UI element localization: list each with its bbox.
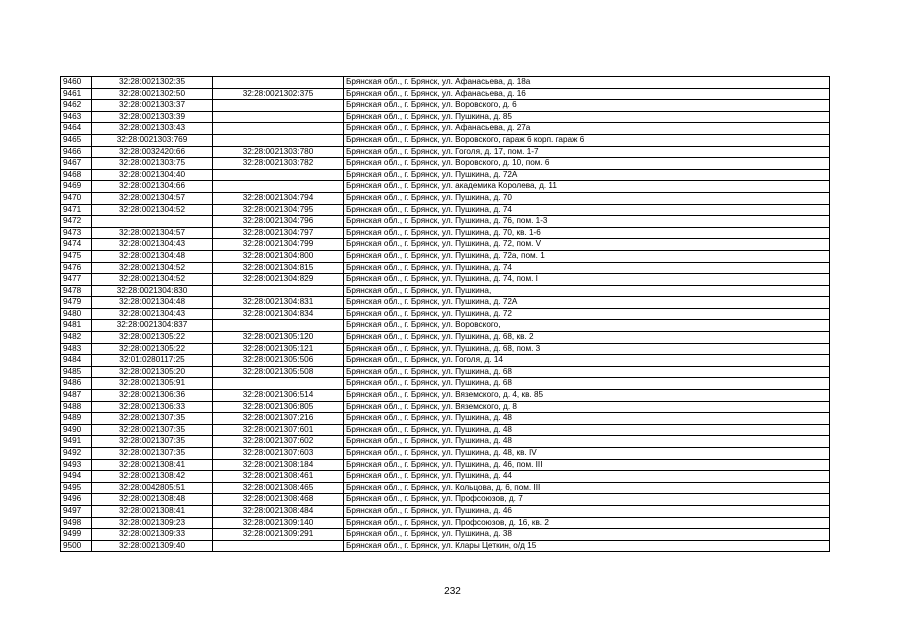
table-row [61, 471, 830, 483]
table-row [61, 239, 830, 251]
building-cadastral-cell [213, 169, 344, 181]
row-number-cell: 9492 [61, 448, 92, 460]
building-cadastral-cell: 32:28:0021305:506 [213, 355, 344, 367]
row-number-cell: 9468 [61, 169, 92, 181]
row-number-cell: 9484 [61, 355, 92, 367]
row-number-cell: 9495 [61, 482, 92, 494]
address-cell: Брянская обл., г. Брянск, ул. Воровского, гараж 6 корп. гараж 6 [344, 134, 830, 146]
building-cadastral-cell [213, 77, 344, 89]
row-number-cell: 9491 [61, 436, 92, 448]
address-cell: Брянская обл., г. Брянск, ул. академика Королева, д. 11 [344, 181, 830, 193]
address-cell: Брянская обл., г. Брянск, ул. Пушкина, д. 44 [344, 471, 830, 483]
building-cadastral-cell: 32:28:0021304:800 [213, 250, 344, 262]
table-row [61, 297, 830, 309]
row-number-cell: 9479 [61, 297, 92, 309]
row-number-cell: 9494 [61, 471, 92, 483]
building-cadastral-cell: 32:28:0021303:780 [213, 146, 344, 158]
row-number-cell: 9476 [61, 262, 92, 274]
table-row [61, 343, 830, 355]
address-cell: Брянская обл., г. Брянск, ул. Пушкина, д. 68, пом. 3 [344, 343, 830, 355]
row-number-cell: 9473 [61, 227, 92, 239]
building-cadastral-cell [213, 100, 344, 112]
address-cell: Брянская обл., г. Брянск, ул. Пушкина, д. 72А [344, 297, 830, 309]
land-cadastral-cell: 32:28:0021304:66 [92, 181, 213, 193]
table-row [61, 192, 830, 204]
land-cadastral-cell: 32:28:0021307:35 [92, 424, 213, 436]
table-row [61, 436, 830, 448]
table-row [61, 169, 830, 181]
land-cadastral-cell: 32:28:0021305:22 [92, 343, 213, 355]
land-cadastral-cell: 32:28:0021304:48 [92, 297, 213, 309]
table-row [61, 204, 830, 216]
table-row [61, 308, 830, 320]
building-cadastral-cell: 32:28:0021303:782 [213, 158, 344, 170]
building-cadastral-cell: 32:28:0021304:831 [213, 297, 344, 309]
row-number-cell: 9475 [61, 250, 92, 262]
row-number-cell: 9466 [61, 146, 92, 158]
row-number-cell: 9477 [61, 274, 92, 286]
table-row [61, 401, 830, 413]
row-number-cell: 9500 [61, 540, 92, 552]
row-number-cell: 9461 [61, 88, 92, 100]
address-cell: Брянская обл., г. Брянск, ул. Гоголя, д. 17, пом. 1-7 [344, 146, 830, 158]
table-row [61, 517, 830, 529]
land-cadastral-cell: 32:28:0021303:769 [92, 134, 213, 146]
land-cadastral-cell: 32:28:0021308:41 [92, 505, 213, 517]
address-cell: Брянская обл., г. Брянск, ул. Вяземского, д. 4, кв. 85 [344, 390, 830, 402]
land-cadastral-cell: 32:28:0021309:23 [92, 517, 213, 529]
land-cadastral-cell: 32:01:0280117:25 [92, 355, 213, 367]
address-cell: Брянская обл., г. Брянск, ул. Пушкина, д. 48 [344, 436, 830, 448]
table-row [61, 424, 830, 436]
table-row [61, 494, 830, 506]
building-cadastral-cell: 32:28:0021306:805 [213, 401, 344, 413]
building-cadastral-cell: 32:28:0021304:829 [213, 274, 344, 286]
table-row [61, 274, 830, 286]
row-number-cell: 9471 [61, 204, 92, 216]
row-number-cell: 9462 [61, 100, 92, 112]
address-cell: Брянская обл., г. Брянск, ул. Воровского, [344, 320, 830, 332]
address-cell: Брянская обл., г. Брянск, ул. Афанасьева, д. 27а [344, 123, 830, 135]
table-row [61, 366, 830, 378]
address-cell: Брянская обл., г. Брянск, ул. Пушкина, д. 38 [344, 529, 830, 541]
building-cadastral-cell [213, 320, 344, 332]
land-cadastral-cell: 32:28:0021305:91 [92, 378, 213, 390]
row-number-cell: 9472 [61, 216, 92, 228]
address-cell: Брянская обл., г. Брянск, ул. Пушкина, д. 72 [344, 308, 830, 320]
address-cell: Брянская обл., г. Брянск, ул. Пушкина, д. 48 [344, 424, 830, 436]
table-row [61, 320, 830, 332]
address-cell: Брянская обл., г. Брянск, ул. Пушкина, д. 46 [344, 505, 830, 517]
building-cadastral-cell: 32:28:0021308:484 [213, 505, 344, 517]
address-cell: Брянская обл., г. Брянск, ул. Кольцова, д. 6, пом. III [344, 482, 830, 494]
table-row [61, 540, 830, 552]
table-row [61, 250, 830, 262]
table-row [61, 448, 830, 460]
land-cadastral-cell: 32:28:0021304:48 [92, 250, 213, 262]
land-cadastral-cell: 32:28:0021308:48 [92, 494, 213, 506]
address-cell: Брянская обл., г. Брянск, ул. Пушкина, д. 85 [344, 111, 830, 123]
row-number-cell: 9499 [61, 529, 92, 541]
building-cadastral-cell: 32:28:0021304:834 [213, 308, 344, 320]
building-cadastral-cell: 32:28:0021304:795 [213, 204, 344, 216]
row-number-cell: 9483 [61, 343, 92, 355]
land-cadastral-cell: 32:28:0021304:52 [92, 204, 213, 216]
page-number: 232 [444, 586, 461, 597]
table-row [61, 123, 830, 135]
row-number-cell: 9465 [61, 134, 92, 146]
building-cadastral-cell: 32:28:0021308:465 [213, 482, 344, 494]
row-number-cell: 9469 [61, 181, 92, 193]
table-row [61, 378, 830, 390]
land-cadastral-cell: 32:28:0021304:57 [92, 227, 213, 239]
land-cadastral-cell: 32:28:0042805:51 [92, 482, 213, 494]
address-cell: Брянская обл., г. Брянск, ул. Воровского, д. 6 [344, 100, 830, 112]
building-cadastral-cell: 32:28:0021308:461 [213, 471, 344, 483]
address-cell: Брянская обл., г. Брянск, ул. Пушкина, д. 76, пом. 1-3 [344, 216, 830, 228]
land-cadastral-cell: 32:28:0021308:41 [92, 459, 213, 471]
land-cadastral-cell: 32:28:0021302:50 [92, 88, 213, 100]
address-cell: Брянская обл., г. Брянск, ул. Пушкина, д. 72А [344, 169, 830, 181]
address-cell: Брянская обл., г. Брянск, ул. Пушкина, д. 74 [344, 204, 830, 216]
table-row [61, 505, 830, 517]
table-row [61, 181, 830, 193]
building-cadastral-cell: 32:28:0021304:796 [213, 216, 344, 228]
table-row [61, 88, 830, 100]
row-number-cell: 9485 [61, 366, 92, 378]
address-cell: Брянская обл., г. Брянск, ул. Пушкина, д. 46, пом. III [344, 459, 830, 471]
building-cadastral-cell: 32:28:0021305:120 [213, 332, 344, 344]
building-cadastral-cell: 32:28:0021307:601 [213, 424, 344, 436]
land-cadastral-cell: 32:28:0021306:33 [92, 401, 213, 413]
land-cadastral-cell: 32:28:0021304:40 [92, 169, 213, 181]
row-number-cell: 9496 [61, 494, 92, 506]
address-cell: Брянская обл., г. Брянск, ул. Пушкина, д. 48 [344, 413, 830, 425]
building-cadastral-cell [213, 134, 344, 146]
row-number-cell: 9463 [61, 111, 92, 123]
address-cell: Брянская обл., г. Брянск, ул. Пушкина, д. 74, пом. I [344, 274, 830, 286]
address-cell: Брянская обл., г. Брянск, ул. Пушкина, [344, 285, 830, 297]
land-cadastral-cell: 32:28:0021303:43 [92, 123, 213, 135]
address-cell: Брянская обл., г. Брянск, ул. Профсоюзов, д. 16, кв. 2 [344, 517, 830, 529]
address-cell: Брянская обл., г. Брянск, ул. Пушкина, д. 74 [344, 262, 830, 274]
row-number-cell: 9478 [61, 285, 92, 297]
land-cadastral-cell: 32:28:0021303:39 [92, 111, 213, 123]
table-row [61, 146, 830, 158]
address-cell: Брянская обл., г. Брянск, ул. Пушкина, д. 48, кв. IV [344, 448, 830, 460]
land-cadastral-cell: 32:28:0021303:37 [92, 100, 213, 112]
table-row [61, 482, 830, 494]
building-cadastral-cell: 32:28:0021304:799 [213, 239, 344, 251]
building-cadastral-cell [213, 540, 344, 552]
building-cadastral-cell: 32:28:0021309:140 [213, 517, 344, 529]
land-cadastral-cell: 32:28:0021307:35 [92, 436, 213, 448]
land-cadastral-cell: 32:28:0021308:42 [92, 471, 213, 483]
address-cell: Брянская обл., г. Брянск, ул. Вяземского, д. 8 [344, 401, 830, 413]
building-cadastral-cell [213, 123, 344, 135]
building-cadastral-cell: 32:28:0021307:603 [213, 448, 344, 460]
table-row [61, 413, 830, 425]
land-cadastral-cell: 32:28:0021305:22 [92, 332, 213, 344]
address-cell: Брянская обл., г. Брянск, ул. Пушкина, д. 70, кв. 1-6 [344, 227, 830, 239]
table-row [61, 111, 830, 123]
table-row [61, 100, 830, 112]
address-cell: Брянская обл., г. Брянск, ул. Пушкина, д. 68, кв. 2 [344, 332, 830, 344]
address-cell: Брянская обл., г. Брянск, ул. Пушкина, д. 68 [344, 378, 830, 390]
land-cadastral-cell: 32:28:0021304:52 [92, 274, 213, 286]
table-row [61, 227, 830, 239]
building-cadastral-cell: 32:28:0021309:291 [213, 529, 344, 541]
building-cadastral-cell: 32:28:0021308:468 [213, 494, 344, 506]
property-table [60, 76, 830, 552]
table-row [61, 459, 830, 471]
address-cell: Брянская обл., г. Брянск, ул. Клары Цеткин, о/д 15 [344, 540, 830, 552]
address-cell: Брянская обл., г. Брянск, ул. Пушкина, д. 72, пом. V [344, 239, 830, 251]
address-cell: Брянская обл., г. Брянск, ул. Профсоюзов, д. 7 [344, 494, 830, 506]
row-number-cell: 9474 [61, 239, 92, 251]
building-cadastral-cell: 32:28:0021304:794 [213, 192, 344, 204]
row-number-cell: 9470 [61, 192, 92, 204]
table-row [61, 529, 830, 541]
building-cadastral-cell: 32:28:0021306:514 [213, 390, 344, 402]
table-row [61, 355, 830, 367]
table-row [61, 158, 830, 170]
row-number-cell: 9493 [61, 459, 92, 471]
address-cell: Брянская обл., г. Брянск, ул. Афанасьева, д. 16 [344, 88, 830, 100]
table-row [61, 134, 830, 146]
land-cadastral-cell: 32:28:0021304:43 [92, 308, 213, 320]
row-number-cell: 9460 [61, 77, 92, 89]
address-cell: Брянская обл., г. Брянск, ул. Воровского, д. 10, пом. 6 [344, 158, 830, 170]
row-number-cell: 9490 [61, 424, 92, 436]
building-cadastral-cell: 32:28:0021302:375 [213, 88, 344, 100]
address-cell: Брянская обл., г. Брянск, ул. Пушкина, д. 68 [344, 366, 830, 378]
address-cell: Брянская обл., г. Брянск, ул. Пушкина, д. 70 [344, 192, 830, 204]
table-row [61, 262, 830, 274]
land-cadastral-cell: 32:28:0021309:33 [92, 529, 213, 541]
land-cadastral-cell: 32:28:0021305:20 [92, 366, 213, 378]
land-cadastral-cell: 32:28:0021304:837 [92, 320, 213, 332]
building-cadastral-cell: 32:28:0021308:184 [213, 459, 344, 471]
building-cadastral-cell: 32:28:0021304:815 [213, 262, 344, 274]
building-cadastral-cell [213, 378, 344, 390]
building-cadastral-cell [213, 181, 344, 193]
table-row [61, 285, 830, 297]
land-cadastral-cell [92, 216, 213, 228]
row-number-cell: 9482 [61, 332, 92, 344]
row-number-cell: 9487 [61, 390, 92, 402]
table-row [61, 332, 830, 344]
land-cadastral-cell: 32:28:0021304:830 [92, 285, 213, 297]
land-cadastral-cell: 32:28:0021304:52 [92, 262, 213, 274]
address-cell: Брянская обл., г. Брянск, ул. Афанасьева, д. 18а [344, 77, 830, 89]
building-cadastral-cell: 32:28:0021307:216 [213, 413, 344, 425]
building-cadastral-cell: 32:28:0021307:602 [213, 436, 344, 448]
land-cadastral-cell: 32:28:0021303:75 [92, 158, 213, 170]
row-number-cell: 9480 [61, 308, 92, 320]
row-number-cell: 9489 [61, 413, 92, 425]
row-number-cell: 9488 [61, 401, 92, 413]
row-number-cell: 9486 [61, 378, 92, 390]
land-cadastral-cell: 32:28:0021304:43 [92, 239, 213, 251]
row-number-cell: 9498 [61, 517, 92, 529]
table-row [61, 390, 830, 402]
address-cell: Брянская обл., г. Брянск, ул. Гоголя, д. 14 [344, 355, 830, 367]
row-number-cell: 9467 [61, 158, 92, 170]
table-body [61, 77, 830, 552]
table-row [61, 216, 830, 228]
land-cadastral-cell: 32:28:0021306:36 [92, 390, 213, 402]
land-cadastral-cell: 32:28:0021302:35 [92, 77, 213, 89]
land-cadastral-cell: 32:28:0021309:40 [92, 540, 213, 552]
address-cell: Брянская обл., г. Брянск, ул. Пушкина, д. 72а, пом. 1 [344, 250, 830, 262]
land-cadastral-cell: 32:28:0021304:57 [92, 192, 213, 204]
land-cadastral-cell: 32:28:0021307:35 [92, 413, 213, 425]
building-cadastral-cell: 32:28:0021305:121 [213, 343, 344, 355]
table-row [61, 77, 830, 89]
building-cadastral-cell [213, 285, 344, 297]
land-cadastral-cell: 32:28:0032420:66 [92, 146, 213, 158]
row-number-cell: 9481 [61, 320, 92, 332]
row-number-cell: 9497 [61, 505, 92, 517]
building-cadastral-cell: 32:28:0021305:508 [213, 366, 344, 378]
land-cadastral-cell: 32:28:0021307:35 [92, 448, 213, 460]
building-cadastral-cell [213, 111, 344, 123]
row-number-cell: 9464 [61, 123, 92, 135]
building-cadastral-cell: 32:28:0021304:797 [213, 227, 344, 239]
